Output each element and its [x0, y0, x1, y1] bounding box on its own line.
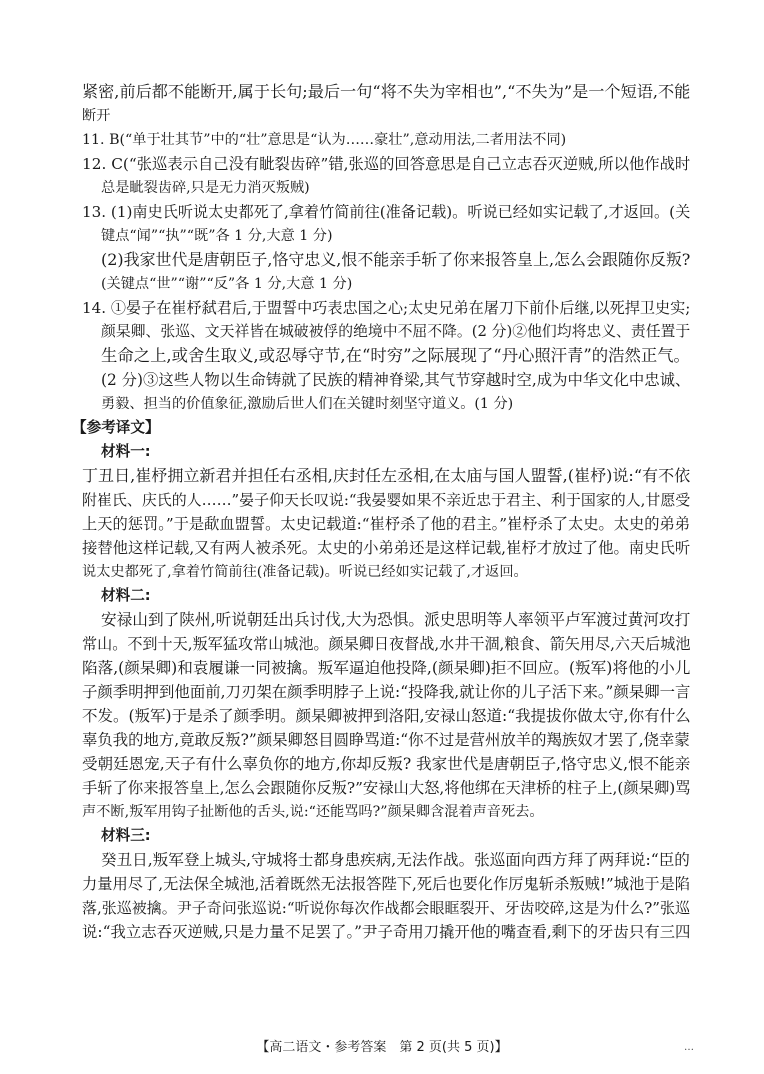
- text-line: 安禄山到了陕州,听说朝廷出兵讨伐,大为恐惧。派史思明等人率领平卢军渡过黄河攻打: [101, 610, 691, 629]
- text-line: 上天的惩罚。”于是歃血盟誓。太史记载道:“崔杼杀了他的君主。”崔杼杀了太史。太史的弟弟: [82, 515, 691, 533]
- corner-mark: …: [684, 1042, 694, 1053]
- text-line: 勇毅、担当的价值象征,激励后世人们在关键时刻坚守道义。(1 分): [101, 396, 514, 412]
- text-line: 陷落,(颜杲卿)和袁履谦一同被擒。叛军逼迫他投降,(颜杲卿)拒不回应。(叛军)将他的小儿: [82, 659, 691, 677]
- text-line: 癸丑日,叛军登上城头,守城将士都身患疾病,无法作战。张巡面向西方拜了两拜说:“臣的: [101, 851, 690, 869]
- text-line: 不发。(叛军)于是杀了颜季明。颜杲卿被押到洛阳,安禄山怒道:“我提拔你做太守,你有什么: [82, 707, 691, 725]
- text-line: 丁丑日,崔杼拥立新君并担任右丞相,庆封任左丞相,在太庙与国人盟誓,(崔杼)说:“有不依: [82, 466, 691, 485]
- section-heading: 材料一:: [101, 443, 151, 460]
- text-line: 颜杲卿、张巡、文天祥皆在城破被俘的绝境中不屈不降。(2 分)②他们均将忠义、责任置于: [101, 323, 691, 340]
- text-line: 力量用尽了,无法保全城池,活着既然无法报答陛下,死后也要化作厉鬼斩杀叛贼!”城池于是陷: [82, 875, 690, 893]
- text-line: 附崔氏、庆氏的人……”晏子仰天长叹说:“我晏婴如果不亲近忠于君主、利于国家的人,甘愿受: [82, 491, 691, 509]
- text-line: 常山。不到十天,叛军猛攻常山城池。颜杲卿日夜督战,水井干涸,粮食、箭矢用尽,六天后城池: [82, 635, 691, 653]
- section-heading: 材料二:: [101, 587, 151, 604]
- text-line: 生命之上,或舍生取义,或忍辱守节,在“时穷”之际展现了“丹心照汗青”的浩然正气。: [101, 346, 690, 365]
- text-line: (关键点“世”“谢”“反”各 1 分,大意 1 分): [101, 276, 353, 292]
- text-line: 子颜季明押到他面前,刀刃架在颜季明脖子上说:“投降我,就让你的儿子活下来。”颜杲卿一言: [82, 683, 691, 701]
- text-line: 键点“闻”“执”“既”各 1 分,大意 1 分): [101, 228, 333, 244]
- text-line: 声不断,叛军用钩子扯断他的舌头,说:“还能骂吗?”颜杲卿含混着声音死去。: [82, 804, 544, 820]
- text-line: 落,张巡被擒。尹子奇问张巡说:“听说你每次作战都会眼眶裂开、牙齿咬碎,这是为什么?”张巡: [82, 899, 690, 917]
- text-line: 14. ①晏子在崔杼弑君后,于盟誓中巧表忠国之心;太史兄弟在屠刀下前仆后继,以死捍卫史实;: [82, 299, 691, 317]
- text-line: 13. (1)南史氏听说太史都死了,拿着竹简前往(准备记载)。听说已经如实记载了,才返回。(关: [82, 203, 691, 221]
- text-line: 接替他这样记载,又有两人被杀死。太史的小弟弟还是这样记载,崔杼才放过了他。南史氏听: [82, 539, 691, 557]
- text-line: 辜负我的地方,竟敢反叛?”颜杲卿怒目圆睁骂道:“你不过是营州放羊的羯族奴才罢了,侥幸蒙: [82, 731, 690, 749]
- text-line: 12. C(“张巡表示自己没有眦裂齿碎”错,张巡的回答意思是自己立志吞灭逆贼,所以他作战时: [82, 155, 691, 173]
- text-line: 11. B(“单于壮其节”中的“壮”意思是“认为……豪壮”,意动用法,二者用法不同): [82, 132, 567, 148]
- text-line: 紧密,前后都不能断开,属于长句;最后一句“将不失为宰相也”,“不失为”是一个短语,不能: [82, 82, 691, 101]
- page-footer: 【高二语文・参考答案 第 2 页(共 5 页)】: [256, 1040, 508, 1055]
- text-line: (2)我家世代是唐朝臣子,恪守忠义,恨不能亲手斩了你来报答皇上,怎么会跟随你反叛?: [101, 250, 691, 269]
- text-line: 说太史都死了,拿着竹简前往(准备记载)。听说已经如实记载了,才返回。: [82, 564, 528, 580]
- text-line: 手斩了你来报答皇上,怎么会跟随你反叛?”安禄山大怒,将他绑在天津桥的柱子上,(颜杲卿)骂: [82, 779, 691, 797]
- text-line: 受朝廷恩宠,天子有什么辜负你的地方,你却反叛? 我家世代是唐朝臣子,恪守忠义,恨不能亲: [82, 755, 691, 773]
- text-line: (2 分)③这些人物以生命铸就了民族的精神脊梁,其气节穿越时空,成为中华文化中忠诚、: [101, 371, 691, 389]
- text-line: 断开: [82, 108, 111, 124]
- section-heading: 【参考译文】: [72, 419, 160, 436]
- text-line: 总是眦裂齿碎,只是无力消灭叛贼): [101, 180, 310, 196]
- section-heading: 材料三:: [101, 827, 151, 844]
- text-line: 说:“我立志吞灭逆贼,只是力量不足罢了。”尹子奇用刀撬开他的嘴查看,剩下的牙齿只有三四: [82, 923, 691, 941]
